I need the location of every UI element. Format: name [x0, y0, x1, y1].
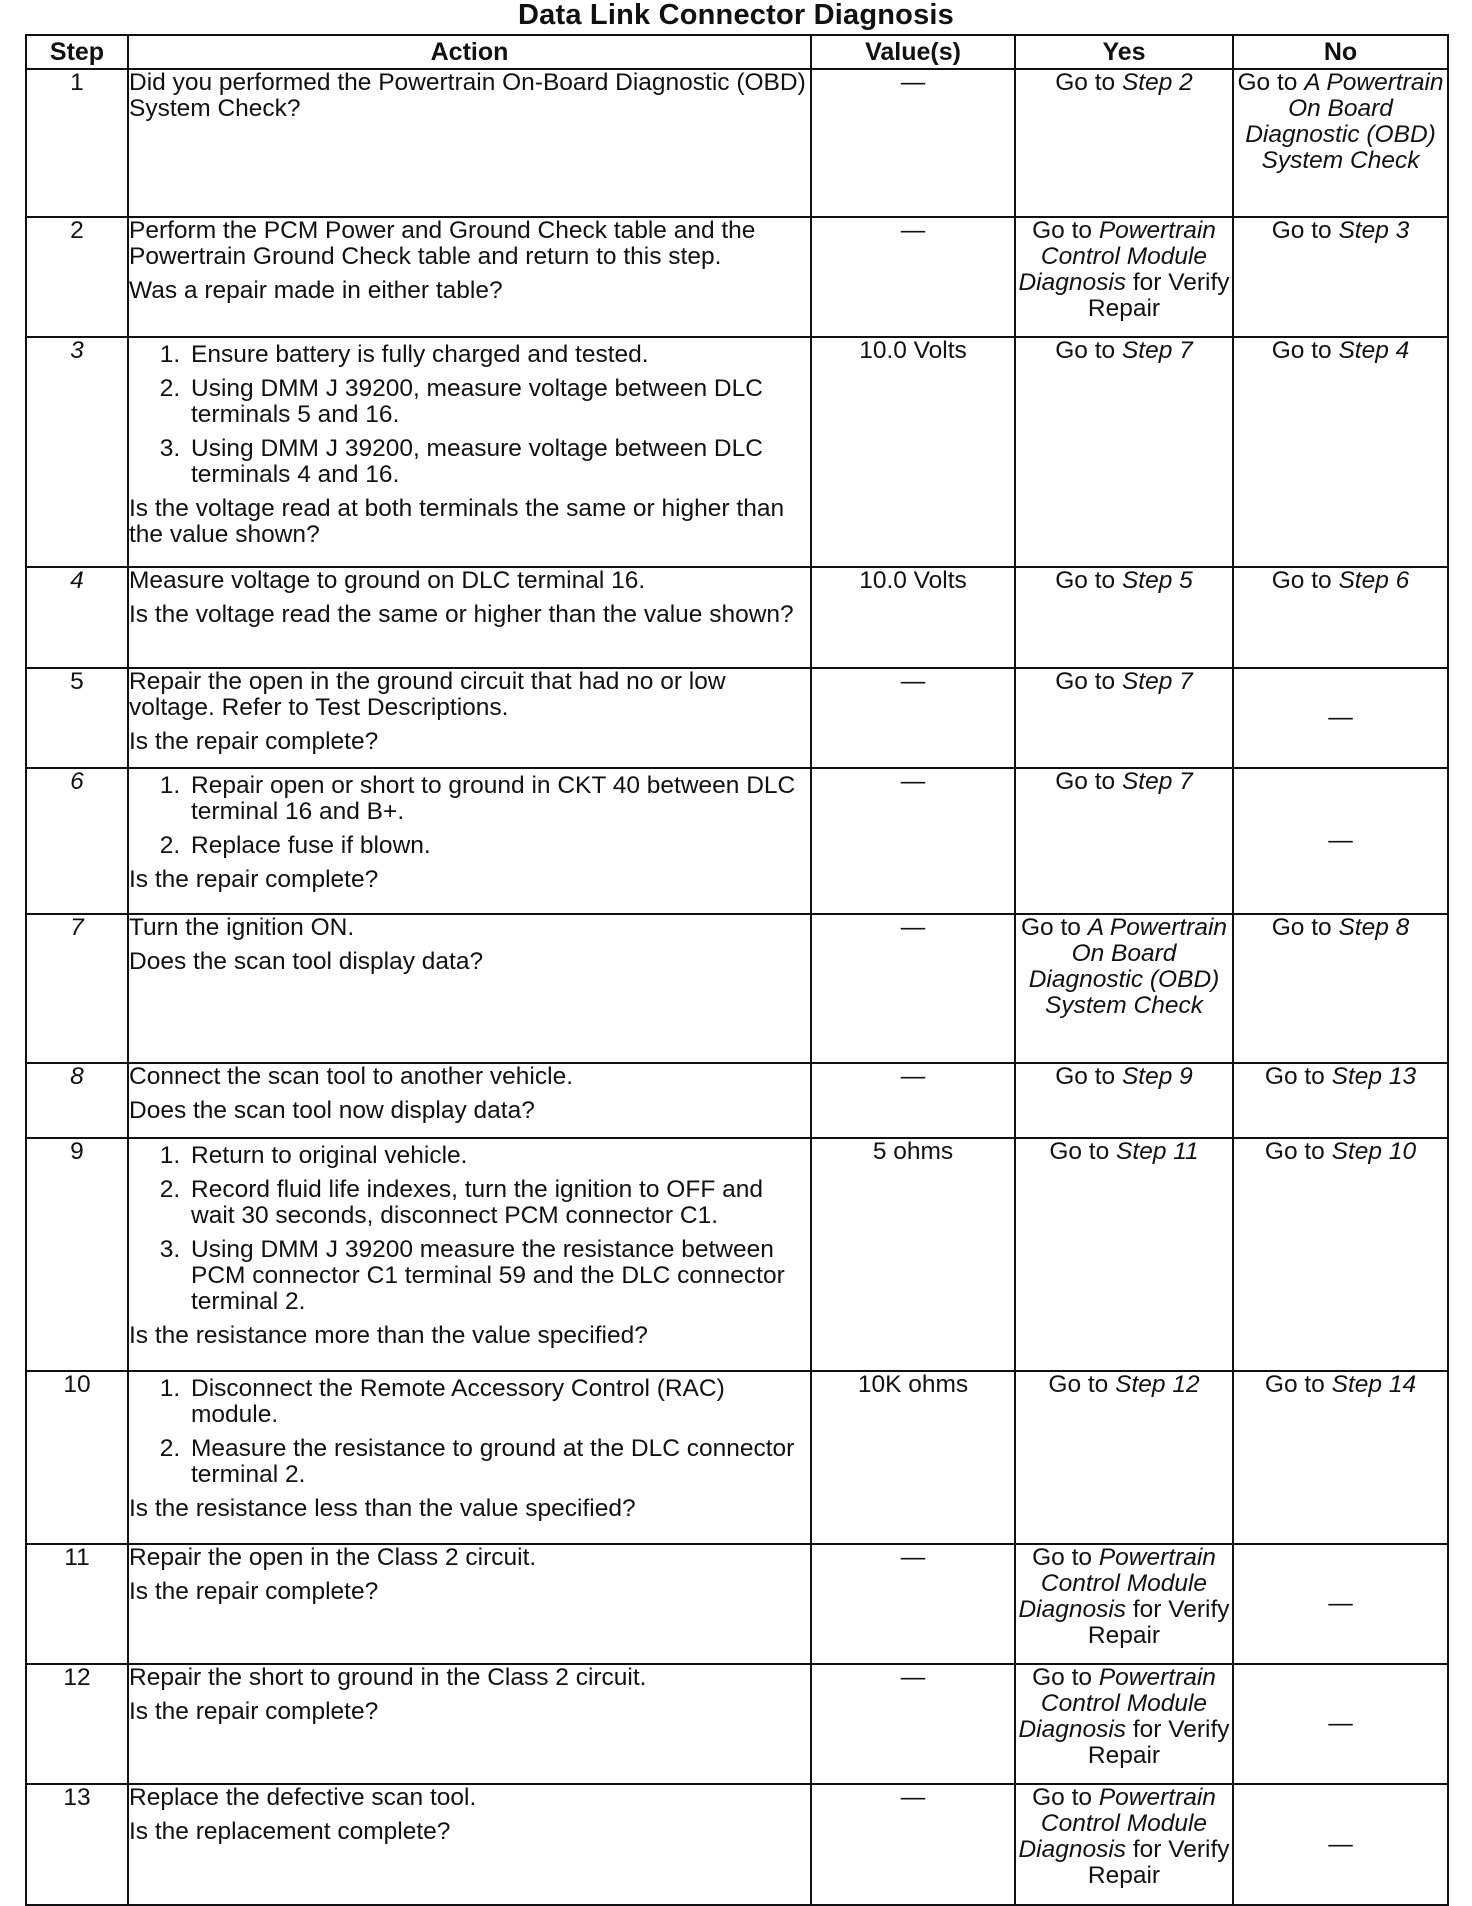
yes-reference[interactable]: Powertrain Control Module Diagnosis [1018, 1784, 1216, 1863]
value-cell: — [811, 217, 1015, 337]
value-cell: — [811, 668, 1015, 768]
no-prefix: Go to [1264, 1371, 1332, 1398]
yes-reference[interactable]: Step 11 [1116, 1138, 1199, 1165]
action-step: 3. Using DMM J 39200, measure voltage between DLC terminals 4 and 16. [187, 436, 810, 488]
action-line: Is the repair complete? [129, 1698, 379, 1725]
yes-reference[interactable]: Powertrain Control Module Diagnosis [1018, 1664, 1216, 1743]
yes-reference[interactable]: Step 2 [1121, 69, 1193, 96]
action-cell [128, 69, 811, 217]
action-line: Replace the defective scan tool. [129, 1784, 477, 1811]
no-reference[interactable]: A Powertrain On Board Diagnostic (OBD) System Check [1245, 69, 1444, 174]
yes-prefix: Go to [1055, 567, 1122, 594]
yes-cell [1015, 1544, 1233, 1664]
action-question: Is the resistance less than the value specified? [129, 1495, 636, 1522]
no-reference[interactable]: Step 10 [1331, 1138, 1417, 1165]
table-row [26, 1544, 1448, 1664]
yes-reference[interactable]: Step 9 [1121, 1063, 1193, 1090]
no-reference[interactable]: Step 8 [1338, 914, 1410, 941]
table-row [26, 337, 1448, 567]
yes-prefix: Go to [1020, 914, 1088, 941]
diagnosis-table [25, 34, 1449, 1906]
yes-reference[interactable]: Powertrain Control Module Diagnosis [1018, 217, 1216, 296]
no-prefix: Go to [1271, 567, 1339, 594]
yes-cell [1015, 1664, 1233, 1784]
no-cell [1233, 69, 1448, 217]
value-cell: — [811, 1544, 1015, 1664]
table-row [26, 217, 1448, 337]
yes-cell [1015, 567, 1233, 668]
action-step: 2. Measure the resistance to ground at the DLC connector terminal 2. [187, 1436, 810, 1488]
action-line: Turn the ignition ON. [129, 914, 355, 941]
no-cell [1233, 217, 1448, 337]
action-line: Is the voltage read the same or higher than the value shown? [129, 601, 794, 628]
table-row [26, 668, 1448, 768]
step-number: 8 [26, 1063, 128, 1138]
no-prefix: Go to [1264, 1138, 1332, 1165]
no-reference[interactable]: Step 13 [1331, 1063, 1417, 1090]
no-cell: — [1233, 1664, 1448, 1784]
yes-cell [1015, 768, 1233, 914]
action-cell [128, 1664, 811, 1784]
yes-prefix: Go to [1049, 1138, 1117, 1165]
action-step: 1. Repair open or short to ground in CKT 40 between DLC terminal 16 and B+. [187, 773, 810, 825]
yes-reference[interactable]: Step 5 [1121, 567, 1193, 594]
yes-suffix: for Verify Repair [1087, 1596, 1230, 1649]
yes-suffix: for Verify Repair [1087, 269, 1230, 322]
yes-cell [1015, 1063, 1233, 1138]
header-no: No [1233, 35, 1448, 69]
yes-reference[interactable]: Step 7 [1121, 337, 1193, 364]
action-step: 1. Ensure battery is fully charged and tested. [187, 342, 810, 368]
yes-prefix: Go to [1032, 1784, 1099, 1811]
action-question: Is the resistance more than the value specified? [129, 1322, 648, 1349]
action-line: Is the replacement complete? [129, 1818, 451, 1845]
action-step: 1. Disconnect the Remote Accessory Control (RAC) module. [187, 1376, 810, 1428]
table-row [26, 1784, 1448, 1905]
step-number: 4 [26, 567, 128, 668]
value-cell: — [811, 914, 1015, 1063]
action-question: Is the voltage read at both terminals the same or higher than the value shown? [129, 495, 785, 548]
step-number: 7 [26, 914, 128, 1063]
action-steps-list [129, 773, 810, 859]
step-number: 11 [26, 1544, 128, 1664]
value-cell: — [811, 1063, 1015, 1138]
no-prefix: Go to [1271, 337, 1339, 364]
no-reference[interactable]: Step 14 [1331, 1371, 1417, 1398]
no-prefix: Go to [1271, 217, 1339, 244]
action-cell [128, 1063, 811, 1138]
value-cell: 10.0 Volts [811, 337, 1015, 567]
value-cell: 10K ohms [811, 1371, 1015, 1544]
yes-cell [1015, 69, 1233, 217]
yes-cell [1015, 217, 1233, 337]
action-cell [128, 1544, 811, 1664]
no-cell [1233, 1063, 1448, 1138]
no-cell: — [1233, 768, 1448, 914]
yes-cell [1015, 1784, 1233, 1905]
no-prefix: Go to [1271, 914, 1339, 941]
no-cell [1233, 1371, 1448, 1544]
table-header-row [26, 35, 1448, 69]
yes-suffix: for Verify Repair [1087, 1836, 1230, 1889]
step-number: 6 [26, 768, 128, 914]
header-action: Action [128, 35, 811, 69]
yes-reference[interactable]: Step 7 [1121, 668, 1193, 695]
action-step: 2. Using DMM J 39200, measure voltage between DLC terminals 5 and 16. [187, 376, 810, 428]
action-line: Perform the PCM Power and Ground Check table and the Powertrain Ground Check table and return to this step. [129, 217, 756, 270]
value-cell: — [811, 768, 1015, 914]
step-number: 5 [26, 668, 128, 768]
action-cell [128, 337, 811, 567]
yes-prefix: Go to [1055, 768, 1122, 795]
table-row [26, 1138, 1448, 1371]
yes-cell [1015, 914, 1233, 1063]
action-cell [128, 768, 811, 914]
action-cell [128, 668, 811, 768]
yes-cell [1015, 1371, 1233, 1544]
no-prefix: Go to [1264, 1063, 1332, 1090]
action-line: Does the scan tool display data? [129, 948, 484, 975]
yes-cell [1015, 1138, 1233, 1371]
action-cell [128, 1138, 811, 1371]
action-step: 3. Using DMM J 39200 measure the resistance between PCM connector C1 terminal 59 and the DLC connector terminal 2. [187, 1237, 810, 1315]
no-cell [1233, 1138, 1448, 1371]
no-cell [1233, 914, 1448, 1063]
action-line: Connect the scan tool to another vehicle. [129, 1063, 574, 1090]
action-cell [128, 567, 811, 668]
table-row [26, 1371, 1448, 1544]
yes-suffix: for Verify Repair [1087, 1716, 1230, 1769]
header-yes: Yes [1015, 35, 1233, 69]
yes-prefix: Go to [1032, 217, 1099, 244]
step-number: 1 [26, 69, 128, 217]
step-number: 3 [26, 337, 128, 567]
action-line: Is the repair complete? [129, 1578, 379, 1605]
value-cell: — [811, 69, 1015, 217]
action-line: Does the scan tool now display data? [129, 1097, 535, 1124]
action-line: Repair the short to ground in the Class 2 circuit. [129, 1664, 647, 1691]
step-number: 9 [26, 1138, 128, 1371]
table-row [26, 1664, 1448, 1784]
action-steps-list [129, 1143, 810, 1315]
action-line: Measure voltage to ground on DLC terminal 16. [129, 567, 646, 594]
no-cell: — [1233, 1544, 1448, 1664]
no-reference[interactable]: Step 3 [1338, 217, 1410, 244]
action-line: Was a repair made in either table? [129, 277, 503, 304]
action-step: 2. Replace fuse if blown. [187, 833, 810, 859]
action-step: 1. Return to original vehicle. [187, 1143, 810, 1169]
action-steps-list [129, 1376, 810, 1488]
step-number: 10 [26, 1371, 128, 1544]
value-cell: 5 ohms [811, 1138, 1015, 1371]
action-line: Repair the open in the Class 2 circuit. [129, 1544, 537, 1571]
no-cell [1233, 567, 1448, 668]
table-row [26, 1063, 1448, 1138]
yes-prefix: Go to [1055, 1063, 1122, 1090]
yes-reference[interactable]: Step 7 [1121, 768, 1193, 795]
yes-cell [1015, 337, 1233, 567]
yes-prefix: Go to [1032, 1544, 1099, 1571]
action-line: Is the repair complete? [129, 728, 379, 755]
table-row [26, 768, 1448, 914]
header-values: Value(s) [811, 35, 1015, 69]
table-row [26, 914, 1448, 1063]
action-steps-list [129, 342, 810, 488]
no-reference[interactable]: Step 4 [1338, 337, 1410, 364]
step-number: 2 [26, 217, 128, 337]
action-step: 2. Record fluid life indexes, turn the ignition to OFF and wait 30 seconds, disconnect PCM connector C1. [187, 1177, 810, 1229]
value-cell: — [811, 1784, 1015, 1905]
yes-prefix: Go to [1055, 337, 1122, 364]
action-line: Repair the open in the ground circuit that had no or low voltage. Refer to Test Descriptions. [129, 668, 726, 721]
value-cell: 10.0 Volts [811, 567, 1015, 668]
yes-prefix: Go to [1055, 668, 1122, 695]
no-prefix: Go to [1237, 69, 1305, 96]
action-cell [128, 914, 811, 1063]
table-row [26, 567, 1448, 668]
action-cell [128, 1784, 811, 1905]
step-number: 13 [26, 1784, 128, 1905]
table-row [26, 69, 1448, 217]
yes-cell [1015, 668, 1233, 768]
no-cell: — [1233, 668, 1448, 768]
value-cell: — [811, 1664, 1015, 1784]
no-reference[interactable]: Step 6 [1338, 567, 1410, 594]
page-title: Data Link Connector Diagnosis [517, 0, 955, 31]
yes-prefix: Go to [1055, 69, 1122, 96]
no-cell: — [1233, 1784, 1448, 1905]
no-cell [1233, 337, 1448, 567]
yes-reference[interactable]: Powertrain Control Module Diagnosis [1018, 1544, 1216, 1623]
action-line: Did you performed the Powertrain On-Board Diagnostic (OBD) System Check? [129, 69, 806, 122]
yes-prefix: Go to [1048, 1371, 1116, 1398]
action-cell [128, 217, 811, 337]
action-cell [128, 1371, 811, 1544]
yes-reference[interactable]: A Powertrain On Board Diagnostic (OBD) System Check [1028, 914, 1228, 1019]
yes-prefix: Go to [1032, 1664, 1099, 1691]
header-step: Step [26, 35, 128, 69]
yes-reference[interactable]: Step 12 [1115, 1371, 1200, 1398]
step-number: 12 [26, 1664, 128, 1784]
action-question: Is the repair complete? [129, 866, 379, 893]
